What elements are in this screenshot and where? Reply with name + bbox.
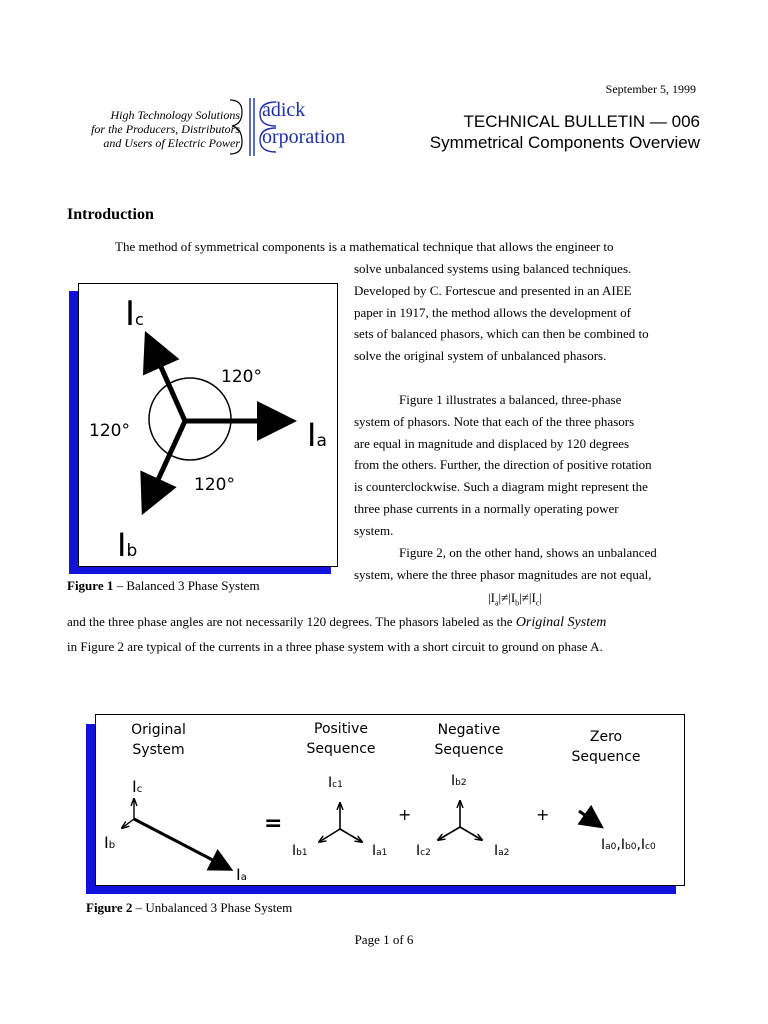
neg-label-ia2: Ia2 — [494, 843, 510, 859]
bulletin-date: September 5, 1999 — [605, 82, 696, 96]
intro-paragraph-3: Figure 2, on the other hand, shows an unbalanced system, where the three phasor magnitudes are not equal, — [354, 545, 657, 582]
angle-label-left: 120° — [89, 421, 130, 441]
label-ic: Ic — [125, 294, 144, 334]
pos-label-ic1: Ic1 — [328, 775, 343, 791]
label-ib: Ib — [117, 526, 138, 564]
pos-label-ia1: Ia1 — [372, 843, 388, 859]
orig-label-ic: Ic — [132, 777, 143, 796]
bulletin-heading — [430, 111, 700, 153]
orig-label-ib: Ib — [104, 833, 116, 852]
magnitude-inequality: $|I_a|\ne|I_b|\ne|I_c|$ — [488, 590, 543, 608]
intro-paragraph-2: Figure 1 illustrates a balanced, three-phase system of phasors. Note that each of the three phasors are equal in magnitude and displaced by 120 degrees from the others. Further, the direction of positive rotation is counterclockwise. Such a diagram might represent the three phase currents in a normally operating power system. — [354, 392, 652, 538]
title-original-system: Original System — [131, 722, 186, 758]
bulletin-subtitle: Symmetrical Components Overview — [429, 133, 700, 152]
equals-sign: = — [264, 811, 283, 836]
neg-phasor-a2 — [460, 827, 482, 840]
label-ia: Ia — [307, 416, 327, 454]
orig-phasor-a — [134, 819, 228, 868]
phasor-c — [149, 340, 185, 421]
neg-label-ib2: Ib2 — [451, 773, 467, 789]
neg-phasor-c2 — [438, 827, 460, 840]
tagline-line: for the Producers, Distributors — [91, 122, 240, 136]
bulletin-title: TECHNICAL BULLETIN — 006 — [463, 112, 700, 131]
pos-phasor-b1 — [319, 829, 340, 842]
page-number: Page 1 of 6 — [354, 932, 414, 947]
zero-phasor — [579, 811, 599, 825]
plus-sign-2: + — [536, 805, 550, 824]
neg-label-ic2: Ic2 — [416, 843, 431, 859]
tagline-line: High Technology Solutions — [110, 108, 240, 122]
logo-word-cadick: adick — [262, 99, 306, 121]
plus-sign-1: + — [398, 805, 412, 824]
intro-paragraph-1: solve unbalanced systems using balanced techniques. Developed by C. Fortescue and presented in an AIEE paper in 1917, the method allows the development of sets of balanced phasors, which can then be combined to solve the original system of unbalanced phasors. — [354, 261, 649, 364]
angle-label-bottom: 120° — [194, 475, 235, 495]
title-positive-sequence: Positive Sequence — [306, 721, 376, 757]
company-tagline — [72, 108, 240, 150]
original-system-term: Original System — [515, 615, 607, 630]
intro-paragraph-first-line: The method of symmetrical components is a mathematical technique that allows the engineer to — [115, 239, 614, 254]
figure2-caption: Figure 2 – Unbalanced 3 Phase System — [86, 900, 293, 915]
logo-word-corporation: orporation — [262, 126, 346, 148]
figure1-diagram — [78, 283, 338, 567]
section-heading: Introduction — [67, 206, 154, 223]
angle-label-top: 120° — [221, 367, 262, 387]
figure1-caption: Figure 1 – Balanced 3 Phase System — [67, 578, 260, 593]
title-zero-sequence: Zero Sequence — [571, 729, 641, 765]
zero-label: Ia0,Ib0,Ic0 — [601, 837, 656, 853]
tagline-line: and Users of Electric Power — [103, 136, 240, 150]
orig-phasor-b — [122, 819, 134, 828]
figure2-diagram — [95, 714, 685, 886]
orig-label-ia: Ia — [236, 865, 247, 884]
pos-phasor-a1 — [340, 829, 362, 842]
intro-paragraph-3-continued: and the three phase angles are not necessarily 120 degrees. The phasors labeled as the Original System in Figure 2 are typical of the currents in a three phase system with a short circuit to ground on phase A. — [67, 614, 607, 654]
title-negative-sequence: Negative Sequence — [434, 722, 504, 758]
pos-label-ib1: Ib1 — [292, 843, 308, 859]
